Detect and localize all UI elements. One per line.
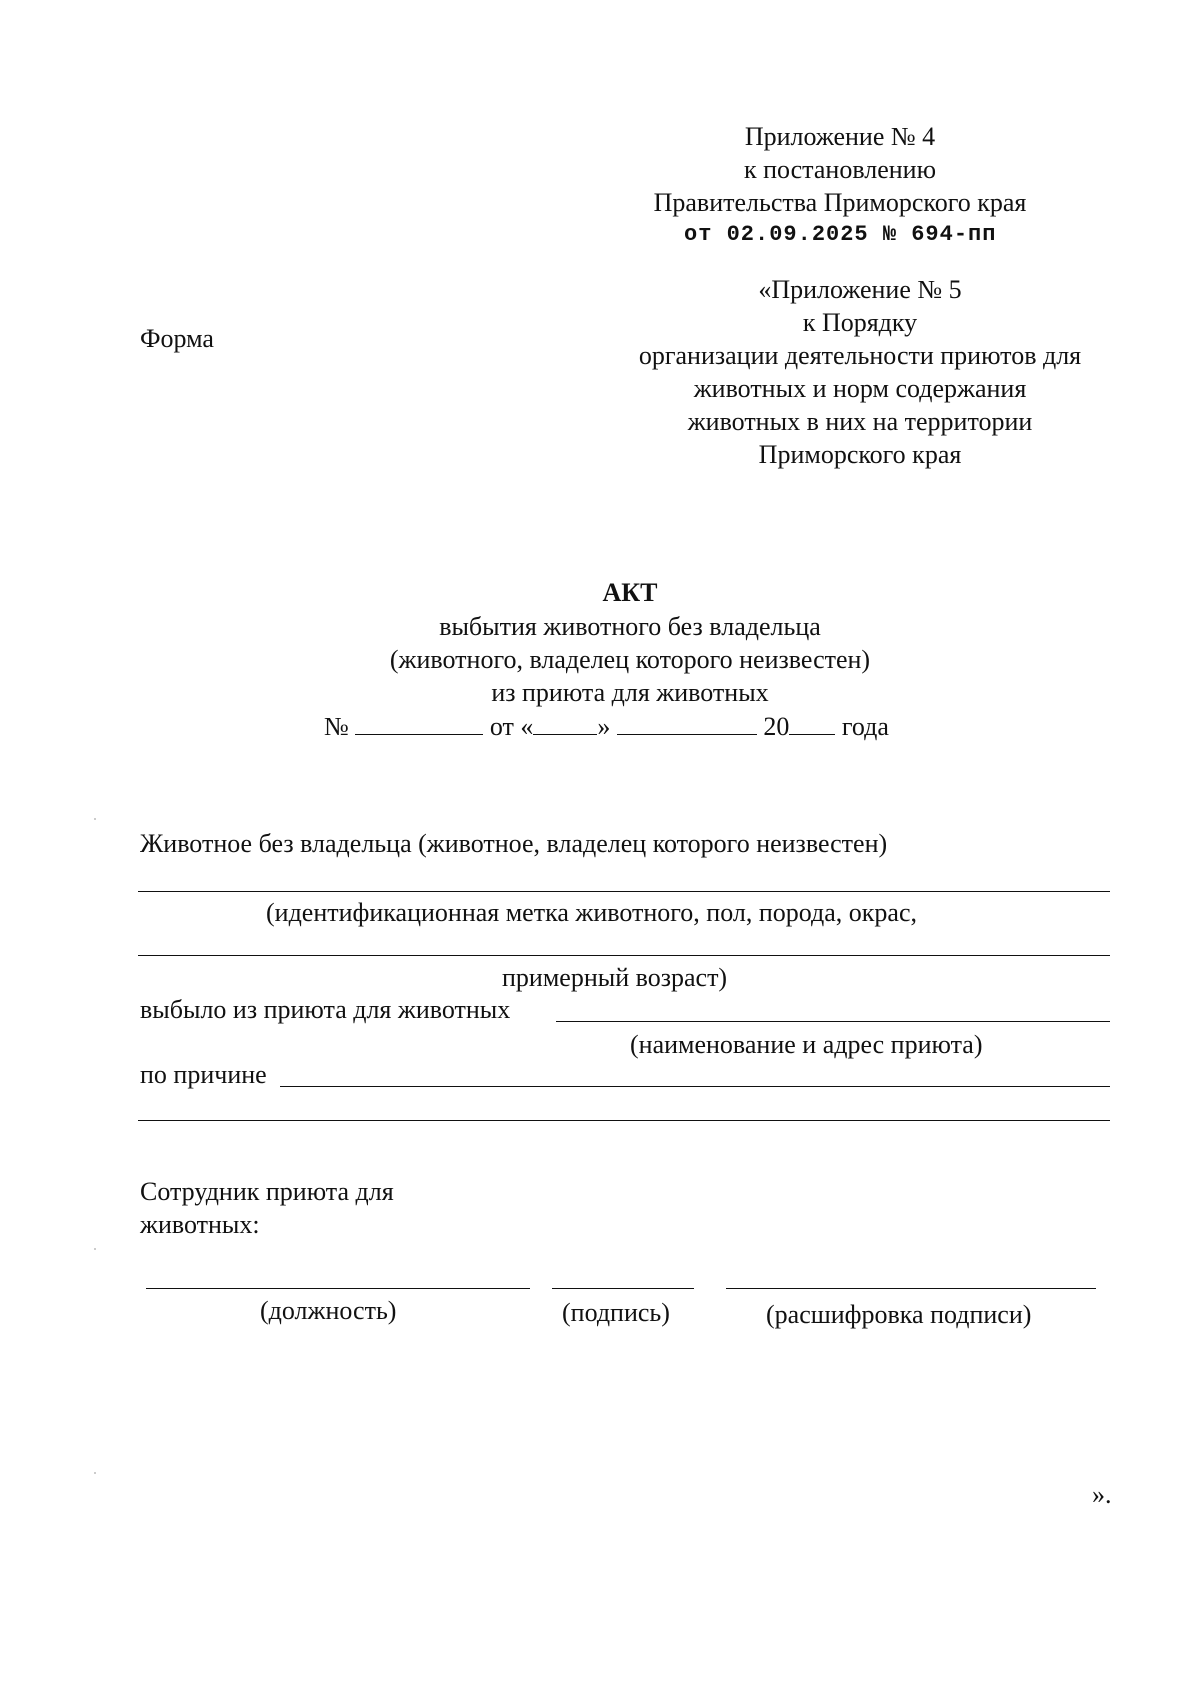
sub-appendix-title: «Приложение № 5: [758, 275, 962, 304]
shelter-hint: (наименование и адрес приюта): [630, 1030, 983, 1059]
sub-appendix-line-3: животных в них на территории: [687, 407, 1033, 436]
appendix-government-line: Правительства Приморского края: [653, 188, 1027, 217]
animal-fill-line-1[interactable]: [138, 891, 1110, 892]
act-subtitle-1: выбытия животного без владельца: [439, 612, 821, 641]
animal-fill-line-2[interactable]: [138, 955, 1110, 956]
year-suffix: года: [841, 712, 889, 741]
left-shelter-label: выбыло из приюта для животных: [140, 995, 511, 1024]
sub-appendix-line-4: Приморского края: [758, 440, 962, 469]
position-hint: (должность): [260, 1296, 397, 1325]
animal-hint-id: (идентификационная метка животного, пол, порода, окрас,: [266, 898, 917, 927]
signature-hint: (подпись): [562, 1298, 670, 1327]
reason-label: по причине: [140, 1060, 267, 1089]
act-month-blank[interactable]: [617, 710, 757, 735]
decree-stamp: от 02.09.2025 № 694-пп: [684, 222, 997, 247]
year-prefix: 20: [763, 712, 790, 741]
scan-speck: [94, 1472, 96, 1474]
act-title: АКТ: [602, 578, 658, 607]
number-sign: №: [324, 712, 349, 741]
appendix-decree-line: к постановлению: [743, 155, 937, 184]
act-subtitle-3: из приюта для животных: [491, 678, 769, 707]
employee-label-line-1: Сотрудник приюта для: [140, 1177, 394, 1206]
signature-decode-fill-line[interactable]: [726, 1288, 1096, 1289]
scan-speck: [94, 818, 96, 820]
reason-fill-line-1[interactable]: [280, 1086, 1110, 1087]
signature-fill-line[interactable]: [552, 1288, 694, 1289]
appendix-title: Приложение № 4: [744, 122, 936, 151]
act-subtitle-2: (животного, владелец которого неизвестен): [389, 645, 871, 674]
act-day-blank[interactable]: [533, 710, 597, 735]
scan-speck: [94, 1248, 96, 1250]
reason-fill-line-2[interactable]: [138, 1120, 1110, 1121]
shelter-fill-line[interactable]: [556, 1021, 1110, 1022]
date-from-label: от «: [489, 712, 534, 741]
closing-quote-mark: ».: [1092, 1480, 1112, 1509]
position-fill-line[interactable]: [146, 1288, 530, 1289]
signature-decode-hint: (расшифровка подписи): [766, 1300, 1032, 1329]
animal-line-label: Животное без владельца (животное, владелец которого неизвестен): [140, 829, 888, 858]
sub-appendix-line-2: животных и норм содержания: [693, 374, 1027, 403]
animal-hint-age: примерный возраст): [502, 963, 728, 992]
sub-appendix-line-1: организации деятельности приютов для: [638, 341, 1082, 370]
date-quote-close: »: [597, 712, 611, 741]
act-year-blank[interactable]: [789, 710, 835, 735]
employee-label-line-2: животных:: [140, 1210, 260, 1239]
act-number-blank[interactable]: [355, 710, 483, 735]
act-number-date-line: [324, 710, 889, 743]
sub-appendix-order-line: к Порядку: [802, 308, 918, 337]
form-label: Форма: [140, 324, 214, 353]
